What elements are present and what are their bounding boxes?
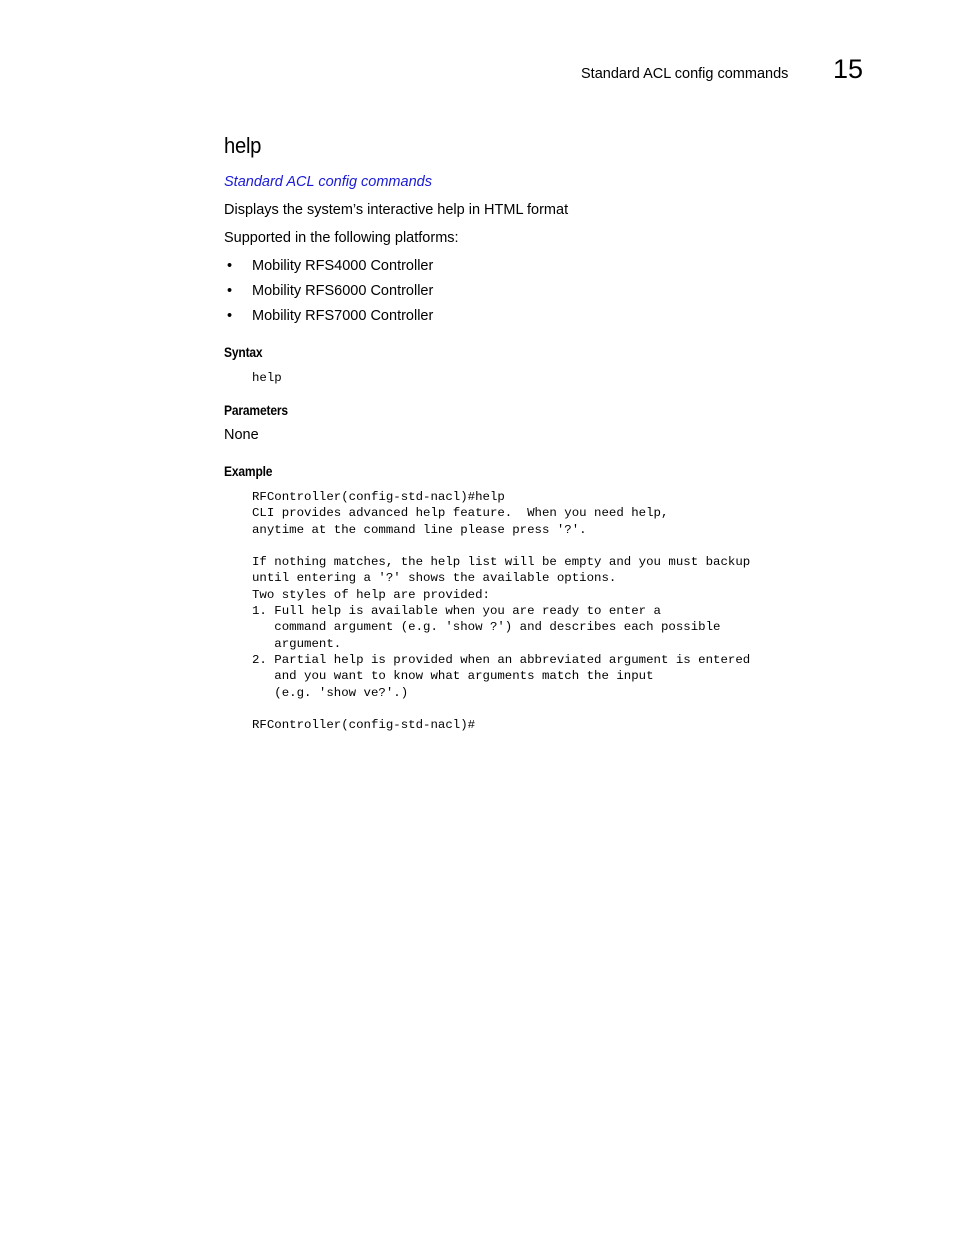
bullet-icon: • — [227, 308, 233, 324]
platform-name: Mobility RFS6000 Controller — [252, 283, 434, 299]
bullet-icon: • — [227, 283, 233, 299]
platform-list — [224, 258, 433, 333]
parameters-heading: Parameters — [224, 402, 288, 418]
page-title: help — [224, 133, 262, 158]
list-item — [224, 283, 433, 308]
chapter-number: 15 — [833, 54, 864, 84]
running-header-title: Standard ACL config commands — [581, 66, 789, 82]
list-item — [224, 258, 433, 283]
example-heading: Example — [224, 463, 273, 479]
example-code-block: RFController(config-std-nacl)#help CLI provides advanced help feature. When you need help, anytime at the command line please press '?'. If nothing matches, the help list will be empty and you must backup until entering a '?' shows the available options. Two styles of help are provided: 1. Full help is available when you are ready to enter a command argument (e.g. 'show ?') and describes each possible argument. 2. Partial help is provided when an abbreviated argument is entered and you want to know what arguments match the input (e.g. 'show ve?'.) RFController(config-std-nacl)# — [252, 490, 751, 733]
platform-name: Mobility RFS7000 Controller — [252, 308, 434, 324]
parent-section-link[interactable]: Standard ACL config commands — [224, 174, 432, 190]
syntax-command: help — [252, 371, 282, 385]
bullet-icon: • — [227, 258, 233, 274]
supported-platforms-intro: Supported in the following platforms: — [224, 230, 459, 246]
command-description: Displays the system’s interactive help in HTML format — [224, 202, 569, 218]
syntax-heading: Syntax — [224, 344, 263, 360]
platform-name: Mobility RFS4000 Controller — [252, 258, 434, 274]
parameters-value: None — [224, 427, 259, 443]
list-item — [224, 308, 433, 333]
